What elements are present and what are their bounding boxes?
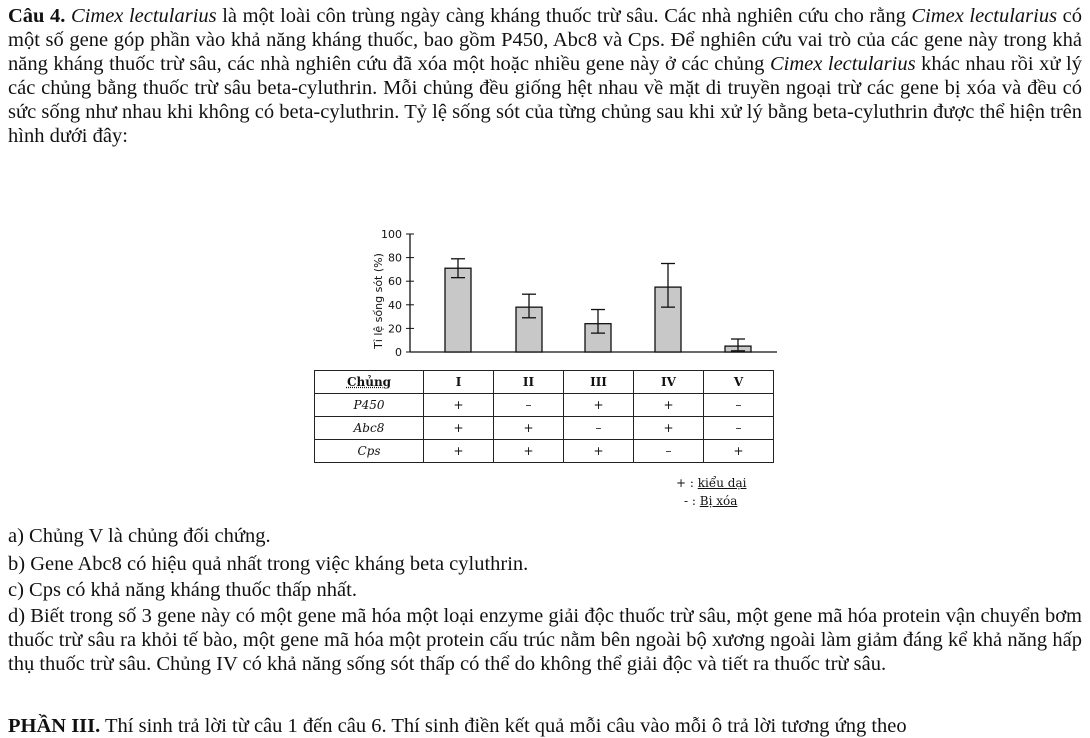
y-tick-label: 20 [388,322,402,336]
table-header-label: Chủng [315,371,424,394]
legend-symbol: - : [684,494,696,508]
gene-table [314,370,774,463]
table-header-row [315,371,774,394]
table-cell: + [634,394,704,417]
species-name: Cimex lectularius [911,5,1058,27]
legend-minus [676,492,746,510]
legend-plus [676,474,746,492]
table-cell: – [564,417,634,440]
table-cell: – [704,417,774,440]
table-cell: + [494,417,564,440]
part3-heading [8,714,1082,738]
y-tick-label: 80 [388,251,402,265]
answer-a: a) Chủng V là chủng đối chứng. [8,525,271,547]
answer-c: c) Cps có khả năng kháng thuốc thấp nhất. [8,579,357,601]
table-cell: + [424,417,494,440]
y-tick-label: 100 [381,228,402,241]
table-row [315,417,774,440]
part3-text: Thí sinh trả lời từ câu 1 đến câu 6. Thí sinh điền kết quả mỗi câu vào mỗi ô trả lời tương ứng theo [100,715,907,737]
table-row [315,394,774,417]
table-cell: – [634,440,704,463]
table-row [315,440,774,463]
table-legend [676,474,746,510]
question-label: Câu 4. [8,5,66,27]
gene-name: Cps [315,440,424,463]
table-cell: + [494,440,564,463]
table-column-header: III [564,371,634,394]
species-name: Cimex lectularius [769,53,916,75]
gene-name: P450 [315,394,424,417]
table-cell: + [564,440,634,463]
table-cell: + [564,394,634,417]
bar-I [445,268,471,352]
table-cell: + [634,417,704,440]
legend-label: Bị xóa [699,494,738,508]
y-tick-label: 60 [388,275,402,289]
intro-text: khác nhau rồi xử lý các chủng bằng thuốc trừ sâu beta-cyluthrin. Mỗi chủng đều giống hệt nhau về mặt di truyền ngoại trừ các gene bị xóa và đều có sức sống như nhau khi không có beta-cyluthrin. Tỷ lệ sống sót của từng chủng sau khi xử lý bằng beta-cyluthrin được thể hiện trên hình dưới đây: [8,53,1082,147]
y-tick-label: 0 [395,346,402,359]
species-name: Cimex lectularius [71,5,217,27]
answer-d: d) Biết trong số 3 gene này có một gene mã hóa một loại enzyme giải độc thuốc trừ sâu, một gene mã hóa protein vận chuyển bơm thuốc trừ sâu ra khỏi tế bào, một gene mã hóa một protein cấu trúc nằm bên ngoài bộ xương ngoài làm giảm đáng kể khả năng hấp thụ thuốc trừ sâu. Chủng IV có khả năng sống sót thấp có thể do không thể giải độc và tiết ra thuốc trừ sâu. [8,605,1082,675]
y-tick-label: 40 [388,298,402,312]
intro-text: là một loài côn trùng ngày càng kháng thuốc trừ sâu. Các nhà nghiên cứu cho rằng [216,5,912,27]
legend-symbol: + : [676,476,694,490]
legend-label: kiểu dại [697,476,747,490]
table-cell: + [424,440,494,463]
part3-label: PHẦN III. [8,715,101,737]
answer-b: b) Gene Abc8 có hiệu quả nhất trong việc kháng beta cyluthrin. [8,553,529,575]
table-cell: – [494,394,564,417]
table-column-header: II [494,371,564,394]
survival-chart [340,226,780,366]
table-cell: + [424,394,494,417]
table-cell: + [704,440,774,463]
table-cell: – [704,394,774,417]
table-column-header: V [704,371,774,394]
table-column-header: IV [634,371,704,394]
table-column-header: I [424,371,494,394]
y-axis-label: Tỉ lệ sống sót (%) [372,253,385,349]
gene-name: Abc8 [315,417,424,440]
question-intro [8,4,1082,148]
intro-text: có một số gene góp phần vào khả năng kháng thuốc, bao gồm P450, Abc8 và Cps. Để nghiên cứu vai trò của các gene này trong khả năng kháng thuốc trừ sâu, các nhà nghiên cứu đã xóa một hoặc nhiều gene này ở các chủng [8,5,1082,75]
